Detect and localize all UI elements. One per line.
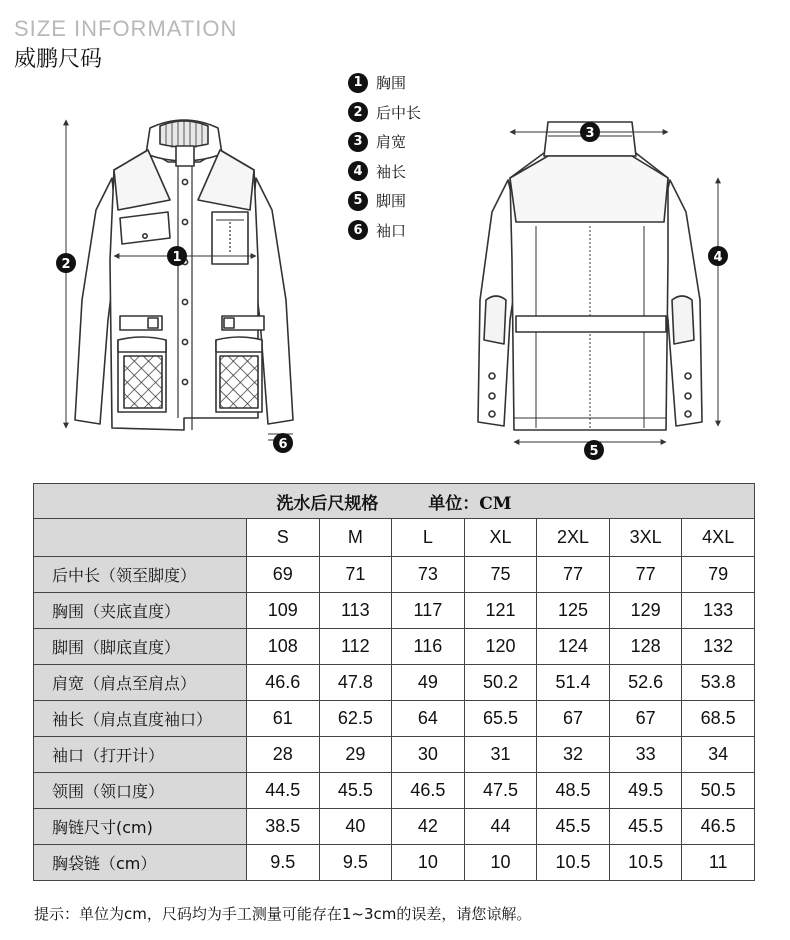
table-cell: 45.5 bbox=[609, 809, 682, 845]
table-cell: 67 bbox=[537, 701, 610, 737]
table-title-text: 洗水后尺规格 bbox=[276, 493, 379, 514]
header-title-cn: 威鹏尺码 bbox=[14, 47, 103, 72]
number-badge-icon: 6 bbox=[348, 220, 368, 240]
table-cell: 47.8 bbox=[319, 665, 392, 701]
corner-cell bbox=[34, 519, 247, 557]
table-cell: 31 bbox=[464, 737, 537, 773]
table-cell: 34 bbox=[682, 737, 755, 773]
row-label: 袖长（肩点直度袖口） bbox=[34, 701, 247, 737]
table-cell: 73 bbox=[392, 557, 465, 593]
marker-3: 3 bbox=[585, 126, 595, 141]
table-cell: 62.5 bbox=[319, 701, 392, 737]
table-cell: 45.5 bbox=[319, 773, 392, 809]
table-cell: 77 bbox=[609, 557, 682, 593]
table-cell: 49.5 bbox=[609, 773, 682, 809]
table-cell: 46.5 bbox=[392, 773, 465, 809]
table-cell: 132 bbox=[682, 629, 755, 665]
row-label: 胸链尺寸(cm) bbox=[34, 809, 247, 845]
table-cell: 29 bbox=[319, 737, 392, 773]
row-label: 脚围（脚底直度） bbox=[34, 629, 247, 665]
table-cell: 77 bbox=[537, 557, 610, 593]
legend-label: 脚围 bbox=[376, 192, 407, 211]
table-cell: 10.5 bbox=[609, 845, 682, 881]
table-cell: 10 bbox=[464, 845, 537, 881]
marker-6: 6 bbox=[278, 437, 288, 452]
table-row bbox=[34, 593, 755, 629]
row-label: 袖口（打开计） bbox=[34, 737, 247, 773]
table-cell: 10.5 bbox=[537, 845, 610, 881]
table-cell: 52.6 bbox=[609, 665, 682, 701]
table-row bbox=[34, 701, 755, 737]
table-cell: 68.5 bbox=[682, 701, 755, 737]
table-cell: 9.5 bbox=[319, 845, 392, 881]
table-cell: 69 bbox=[247, 557, 320, 593]
size-header: M bbox=[319, 519, 392, 557]
legend-label: 后中长 bbox=[376, 103, 422, 122]
table-cell: 42 bbox=[392, 809, 465, 845]
table-cell: 48.5 bbox=[537, 773, 610, 809]
size-header-row bbox=[34, 519, 755, 557]
marker-5: 5 bbox=[589, 444, 599, 459]
table-cell: 47.5 bbox=[464, 773, 537, 809]
table-cell: 61 bbox=[247, 701, 320, 737]
table-row bbox=[34, 845, 755, 881]
row-label: 肩宽（肩点至肩点） bbox=[34, 665, 247, 701]
jacket-diagram bbox=[0, 100, 790, 470]
table-cell: 67 bbox=[609, 701, 682, 737]
row-label: 胸袋链（cm） bbox=[34, 845, 247, 881]
table-cell: 109 bbox=[247, 593, 320, 629]
table-cell: 44 bbox=[464, 809, 537, 845]
table-cell: 49 bbox=[392, 665, 465, 701]
table-cell: 133 bbox=[682, 593, 755, 629]
table-body bbox=[34, 557, 755, 881]
table-cell: 38.5 bbox=[247, 809, 320, 845]
table-cell: 46.5 bbox=[682, 809, 755, 845]
legend-item bbox=[348, 68, 421, 98]
table-title-row bbox=[34, 484, 755, 519]
table-cell: 30 bbox=[392, 737, 465, 773]
size-header: XL bbox=[464, 519, 537, 557]
table-cell: 128 bbox=[609, 629, 682, 665]
row-label: 领围（领口度） bbox=[34, 773, 247, 809]
table-row bbox=[34, 665, 755, 701]
number-badge-icon: 4 bbox=[348, 161, 368, 181]
front-view bbox=[75, 120, 293, 434]
table-row bbox=[34, 629, 755, 665]
table-cell: 10 bbox=[392, 845, 465, 881]
table-row bbox=[34, 809, 755, 845]
table-cell: 129 bbox=[609, 593, 682, 629]
table-cell: 65.5 bbox=[464, 701, 537, 737]
marker-4: 4 bbox=[713, 250, 723, 265]
back-view bbox=[478, 122, 702, 430]
table-cell: 46.6 bbox=[247, 665, 320, 701]
table-cell: 11 bbox=[682, 845, 755, 881]
table-cell: 108 bbox=[247, 629, 320, 665]
table-cell: 51.4 bbox=[537, 665, 610, 701]
number-badge-icon: 3 bbox=[348, 132, 368, 152]
table-cell: 124 bbox=[537, 629, 610, 665]
size-header: 3XL bbox=[609, 519, 682, 557]
size-header: S bbox=[247, 519, 320, 557]
table-cell: 64 bbox=[392, 701, 465, 737]
footnote: 提示：单位为cm，尺码均为手工测量可能存在1~3cm的误差，请您谅解。 bbox=[34, 905, 532, 923]
legend-label: 袖长 bbox=[376, 162, 407, 181]
marker-2: 2 bbox=[61, 257, 71, 272]
table-cell: 32 bbox=[537, 737, 610, 773]
table-cell: 79 bbox=[682, 557, 755, 593]
table-unit: 单位：CM bbox=[428, 493, 512, 514]
table-cell: 33 bbox=[609, 737, 682, 773]
table-row bbox=[34, 773, 755, 809]
table-cell: 71 bbox=[319, 557, 392, 593]
size-header: 2XL bbox=[537, 519, 610, 557]
header-title-en: SIZE INFORMATION bbox=[14, 16, 238, 41]
table-cell: 53.8 bbox=[682, 665, 755, 701]
table-cell: 45.5 bbox=[537, 809, 610, 845]
table-cell: 9.5 bbox=[247, 845, 320, 881]
table-cell: 121 bbox=[464, 593, 537, 629]
table-cell: 44.5 bbox=[247, 773, 320, 809]
table-cell: 125 bbox=[537, 593, 610, 629]
legend-label: 肩宽 bbox=[376, 133, 407, 152]
table-cell: 112 bbox=[319, 629, 392, 665]
size-header: L bbox=[392, 519, 465, 557]
legend-label: 胸围 bbox=[376, 74, 407, 93]
number-badge-icon: 2 bbox=[348, 102, 368, 122]
marker-1: 1 bbox=[172, 250, 182, 265]
table-title bbox=[34, 484, 755, 519]
table-cell: 117 bbox=[392, 593, 465, 629]
table-cell: 120 bbox=[464, 629, 537, 665]
number-badge-icon: 1 bbox=[348, 73, 368, 93]
table-cell: 116 bbox=[392, 629, 465, 665]
row-label: 胸围（夹底直度） bbox=[34, 593, 247, 629]
size-table bbox=[33, 483, 755, 881]
table-cell: 113 bbox=[319, 593, 392, 629]
table-cell: 28 bbox=[247, 737, 320, 773]
size-header: 4XL bbox=[682, 519, 755, 557]
table-cell: 75 bbox=[464, 557, 537, 593]
table-cell: 50.2 bbox=[464, 665, 537, 701]
legend-label: 袖口 bbox=[376, 221, 407, 240]
table-row bbox=[34, 737, 755, 773]
row-label: 后中长（领至脚度） bbox=[34, 557, 247, 593]
table-row bbox=[34, 557, 755, 593]
table-cell: 40 bbox=[319, 809, 392, 845]
number-badge-icon: 5 bbox=[348, 191, 368, 211]
table-cell: 50.5 bbox=[682, 773, 755, 809]
